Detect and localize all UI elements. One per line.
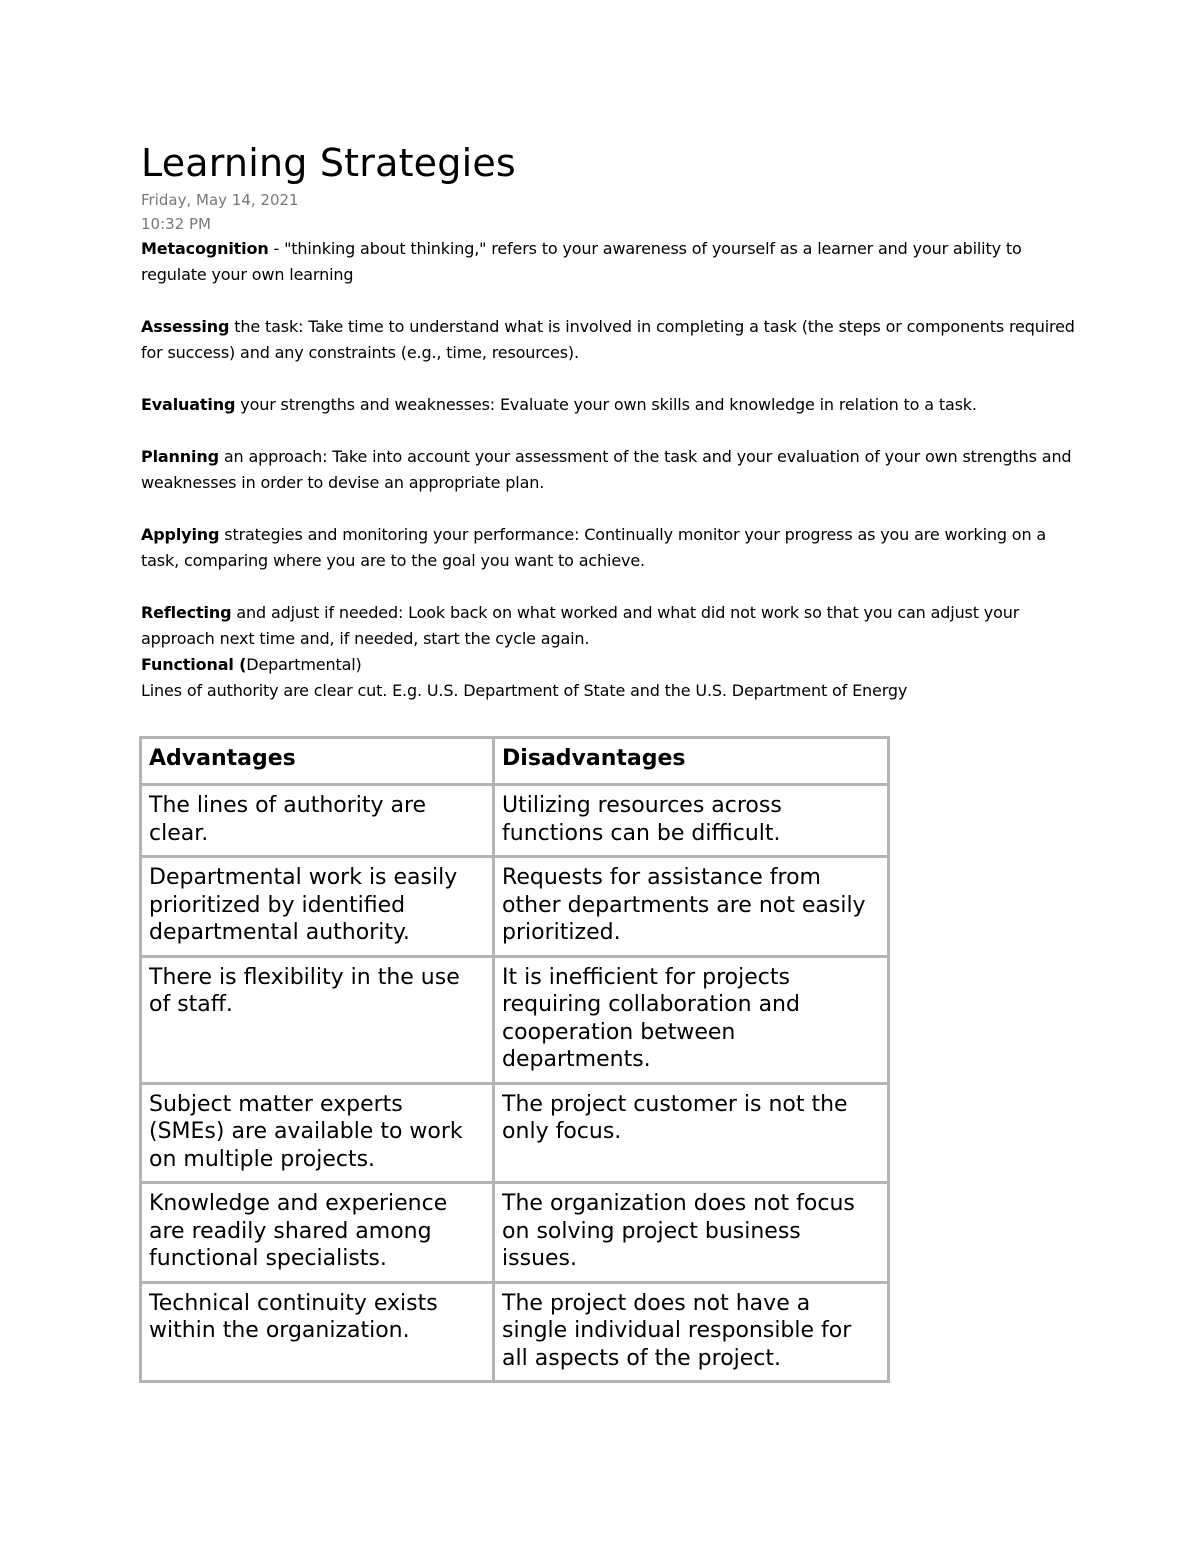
page-title: Learning Strategies (141, 141, 516, 185)
header-advantages: Advantages (141, 738, 494, 785)
evaluating-term: Evaluating (141, 395, 236, 414)
disadvantage-cell: Requests for assistance from other departments are not easily prioritized. (494, 857, 889, 957)
reflecting-text: and adjust if needed: Look back on what worked and what did not work so that you can adjust your approach next time and, if needed, start the cycle again. (141, 603, 1020, 648)
reflecting-paragraph (141, 600, 1081, 652)
disadvantage-cell: The organization does not focus on solving project business issues. (494, 1183, 889, 1283)
disadvantage-cell: Utilizing resources across functions can be difficult. (494, 785, 889, 857)
planning-text: an approach: Take into account your assessment of the task and your evaluation of your own strengths and weaknesses in order to devise an appropriate plan. (141, 447, 1072, 492)
advantage-cell: Technical continuity exists within the organization. (141, 1282, 494, 1382)
note-page (141, 140, 1081, 704)
note-time: 10:32 PM (141, 215, 211, 233)
table-row (141, 1083, 889, 1183)
header-disadvantages: Disadvantages (494, 738, 889, 785)
table-row (141, 857, 889, 957)
planning-paragraph (141, 444, 1081, 496)
planning-term: Planning (141, 447, 219, 466)
advantage-cell: Knowledge and experience are readily shared among functional specialists. (141, 1183, 494, 1283)
table-row (141, 1183, 889, 1283)
metacognition-paragraph (141, 236, 1081, 288)
disadvantage-cell: It is inefficient for projects requiring collaboration and cooperation between departments. (494, 956, 889, 1083)
functional-text: Departmental) (246, 655, 362, 674)
reflecting-term: Reflecting (141, 603, 232, 622)
applying-term: Applying (141, 525, 220, 544)
advantage-cell: Subject matter experts (SMEs) are available to work on multiple projects. (141, 1083, 494, 1183)
disadvantage-cell: The project does not have a single individual responsible for all aspects of the project. (494, 1282, 889, 1382)
advantage-cell: There is flexibility in the use of staff. (141, 956, 494, 1083)
evaluating-paragraph (141, 392, 1081, 418)
metacognition-text: - "thinking about thinking," refers to your awareness of yourself as a learner and your ability to regulate your own learning (141, 239, 1022, 284)
table-row (141, 956, 889, 1083)
functional-heading (141, 652, 1081, 678)
table-row (141, 1282, 889, 1382)
metacognition-term: Metacognition (141, 239, 269, 258)
table-row (141, 785, 889, 857)
functional-term: Functional ( (141, 655, 247, 674)
advantages-table (139, 736, 890, 1383)
authority-paragraph: Lines of authority are clear cut. E.g. U.S. Department of State and the U.S. Department of Energy (141, 681, 908, 700)
applying-paragraph (141, 522, 1081, 574)
advantage-cell: Departmental work is easily prioritized by identified departmental authority. (141, 857, 494, 957)
note-date: Friday, May 14, 2021 (141, 191, 299, 209)
applying-text: strategies and monitoring your performance: Continually monitor your progress as you are working on a task, comparing where you are to the goal you want to achieve. (141, 525, 1047, 570)
evaluating-text: your strengths and weaknesses: Evaluate your own skills and knowledge in relation to a task. (235, 395, 977, 414)
assessing-term: Assessing (141, 317, 230, 336)
disadvantage-cell: The project customer is not the only focus. (494, 1083, 889, 1183)
table-header-row (141, 738, 889, 785)
assessing-paragraph (141, 314, 1081, 366)
advantage-cell: The lines of authority are clear. (141, 785, 494, 857)
assessing-text: the task: Take time to understand what is involved in completing a task (the steps or components required for success) and any constraints (e.g., time, resources). (141, 317, 1075, 362)
